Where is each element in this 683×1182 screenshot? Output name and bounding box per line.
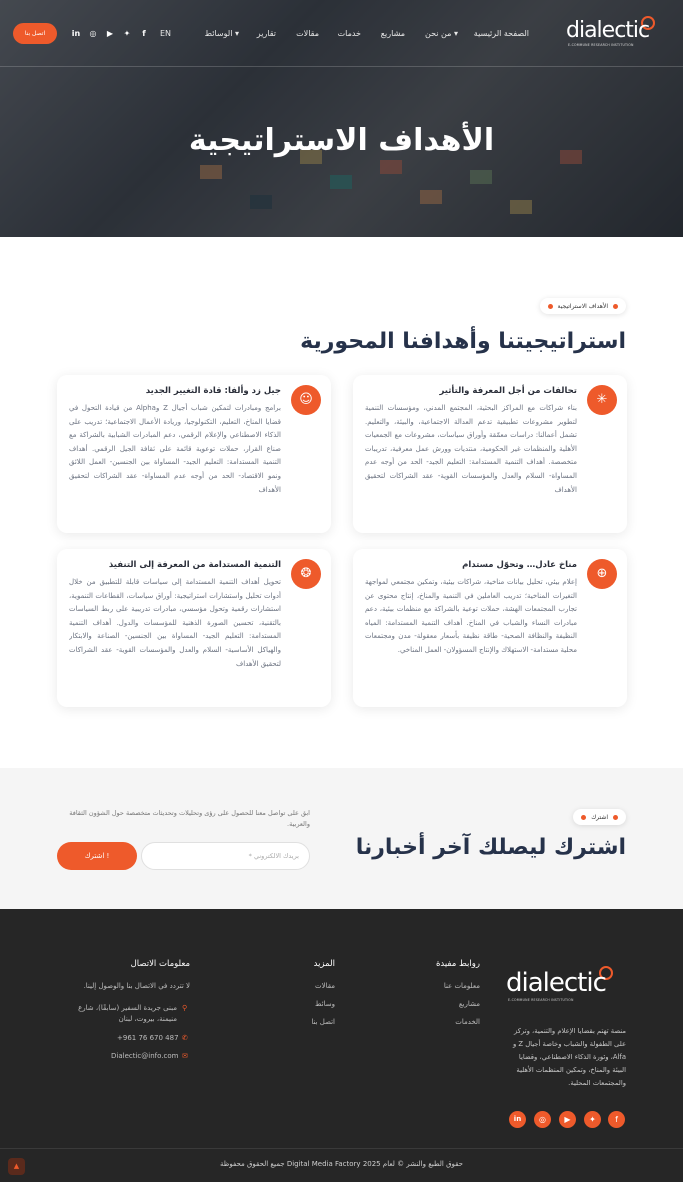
newsletter-badge-label: اشترك [591,813,608,821]
email-icon: ✉ [182,1052,188,1060]
footer-link-about[interactable]: معلومات عنا [443,982,480,990]
chevron-down-icon: ▾ [453,29,458,38]
copyright-text: حقوق الطبع والنشر © لعام 2025 Digital Media Factory جميع الحقوق محفوظة [220,1160,463,1168]
youtube-icon[interactable]: ▶ [559,1111,576,1128]
instagram-icon[interactable]: ◎ [89,29,97,38]
goal-card-title: مناخ عادل… وتحوّل مستدام [462,560,577,570]
nav-media[interactable] [205,29,239,38]
logo-tagline: E-COMMUNE RESEARCH INSTITUTION [508,998,574,1002]
footer-about: منصة تهتم بقضايا الإعلام والتنمية، وتركز على الطفولة والشباب وخاصة أجيال Z و Alfa، وثورة الذكاء الاصطناعي، وقضايا البيئة والمناخ، وتمكين المنظمات الأهلية والمجتمعات المحلية. [512,1027,626,1087]
nav-reports[interactable]: تقارير [256,29,276,38]
dot-icon [548,304,553,309]
nav-articles[interactable]: مقالات [296,29,319,38]
globe-icon: ⊕ [587,559,617,589]
subscribe-button[interactable]: اشترك ! [57,842,137,870]
contact-intro: لا تتردد في الاتصال بنا والوصول إلينا. [83,982,190,990]
footer-link-contact[interactable]: اتصل بنا [311,1018,335,1026]
page-title: الأهداف الاستراتيجية [188,123,495,158]
hero-banner [0,0,683,237]
facebook-icon[interactable]: f [608,1111,625,1128]
chevron-down-icon: ▾ [234,29,239,38]
section-heading: استراتيجيتنا وأهدافنا المحورية [300,329,626,354]
youtube-icon[interactable]: ▶ [106,29,114,38]
footer-link-articles[interactable]: مقالات [314,982,335,990]
goal-card-text: بناء شراكات مع المراكز البحثية، المجتمع المدني، ومؤسسات التنمية لتطوير مشروعات تطبيقية تدعم العدالة الاجتماعية، والبيئة، والتعليم. تشمل أعمالنا: دراسات معمّقة وأوراق سياسات، مشروعات مع الجمعيات الأهلية والمنظمات غير الحكومية، منتديات وورش عمل معرفية، تدريبات متخصصة. أهداف التنمية المستدامة: التعليم الجيد- الحد من أوجه عدم المساواة- السلام والعدل والمؤسسات القوية- عقد الشراكات لتحقيق الأهداف [365,404,577,494]
goal-card-text: إعلام بيئي، تحليل بيانات مناخية، شراكات بيئية، وتمكين مجتمعي لمواجهة التغيرات المناخية؛ تدريب العاملين في التنمية والمناخ، إنتاج محتوى عن تجارب المجتمعات الهشة، حملات توعية بالشراكة مع منظمات بيئية، دعم مبادرات النساء والشباب في المناخ. أهداف التنمية المستدامة: المياه النظيفة والنظافة الصحية- طاقة نظيفة بأسعار معقولة- مدن ومجتمعات محلية مستدامة- الاستهلاك والإنتاج المسؤولان- العمل المناخي. [365,578,577,654]
goal-card [353,549,627,707]
footer-divider [0,1148,683,1149]
twitter-icon[interactable]: ✦ [123,29,131,38]
nav-about-label: من نحن [425,29,452,38]
dot-icon [613,815,618,820]
dot-icon [613,304,618,309]
site-logo[interactable] [566,14,658,50]
nav-projects[interactable]: مشاريع [380,29,405,38]
top-navbar [0,0,683,67]
logo-tagline: E-COMMUNE RESEARCH INSTITUTION [568,43,634,47]
goal-card-title: تحالفات من أجل المعرفة والتأثير [439,386,577,396]
goal-card [57,549,331,707]
phone-icon: ✆ [182,1034,188,1042]
sdg-icon: ❂ [291,559,321,589]
useful-links-title: روابط مفيدة [435,959,480,969]
language-switch[interactable]: EN [160,29,172,38]
section-badge-label: الأهداف الاستراتيجية [557,302,608,310]
contact-info-title: معلومات الاتصال [130,959,190,969]
linkedin-icon[interactable]: in [71,29,81,38]
footer-link-services[interactable]: الخدمات [455,1018,480,1026]
contact-email[interactable]: Dialectic@info.com [111,1052,179,1060]
contact-address: مبنى جريدة السفير (سابقًا)، شارع منيمنة، بيروت، لبنان [78,1004,177,1023]
goal-card-title: جيل زد وألفا: قادة التغيير الجديد [145,386,281,396]
nav-about[interactable] [425,29,458,38]
footer-link-media[interactable]: وسائط [315,1000,335,1008]
goal-card-text: برامج ومبادرات لتمكين شباب أجيال Z وAlpha من قيادة التحول في قضايا المناخ، التعليم، التكنولوجيا، وريادة الأعمال الاجتماعية؛ تدريب على الذكاء الاصطناعي والإعلام الرقمي، دعم المبادرات الشبابية بالشراكة مع صناع القرار، حملات توعوية قائمة على ثقافة الجيل الرقمي. أهداف التنمية المستدامة: التعليم الجيد- المساواة بين الجنسين- العمل اللائق ونمو الاقتصاد- الحد من أوجه عدم المساواة- عقد الشراكات لتحقيق الأهداف [69,404,281,494]
goal-card-title: التنمية المستدامة من المعرفة إلى التنفيذ [108,560,281,570]
dot-icon [581,815,586,820]
footer-link-projects[interactable]: مشاريع [458,1000,480,1008]
facebook-icon[interactable]: f [142,29,146,38]
contact-us-button[interactable]: اتصل بنا [13,23,57,44]
logo-text: dialectic [566,18,650,43]
more-title: المزيد [313,959,335,969]
chevron-up-icon: ▲ [13,1162,20,1170]
footer-logo[interactable] [506,964,621,1004]
goal-card [57,375,331,533]
email-input[interactable]: بريدك الالكتروني * [141,842,310,870]
linkedin-icon[interactable]: in [509,1111,526,1128]
location-icon: ⚲ [182,1004,188,1012]
newsletter-badge [573,809,626,825]
goal-card-text: تحويل أهداف التنمية المستدامة إلى سياسات قابلة للتطبيق من خلال أدوات تحليل واستشارات استراتيجية: أوراق سياسات، القطاعات التنموية، استشارات رقمية وتحول مؤسسي، مبادرات تدريبية على ربط السياسات بالتقنية، تحسين الصورة الذهنية للمؤسسات والدول. أهداف التنمية المستدامة: التعليم الجيد- المساواة بين الجنسين- الصناعة والابتكار والهياكل الأساسية- السلام والعدل والمؤسسات القوية- عقد الشراكات لتحقيق الأهداف [69,578,281,668]
newsletter-heading: اشترك ليصلك آخر أخبارنا [355,835,626,860]
newsletter-description: ابق على تواصل معنا للحصول على رؤى وتحليلات وتحديثات متخصصة حول الشؤون الثقافة والعربية. [69,809,310,828]
section-badge [540,298,626,314]
contact-phone[interactable]: +961 76 670 487 [117,1034,179,1042]
goal-card [353,375,627,533]
nav-services[interactable]: خدمات [337,29,361,38]
nav-media-label: الوسائط [204,29,233,38]
logo-text: dialectic [506,968,606,998]
scroll-top-button[interactable] [8,1158,25,1175]
group-icon: ☺ [291,385,321,415]
network-icon: ✳ [587,385,617,415]
twitter-icon[interactable]: ✦ [584,1111,601,1128]
instagram-icon[interactable]: ◎ [534,1111,551,1128]
nav-home[interactable]: الصفحة الرئيسية [473,29,529,38]
